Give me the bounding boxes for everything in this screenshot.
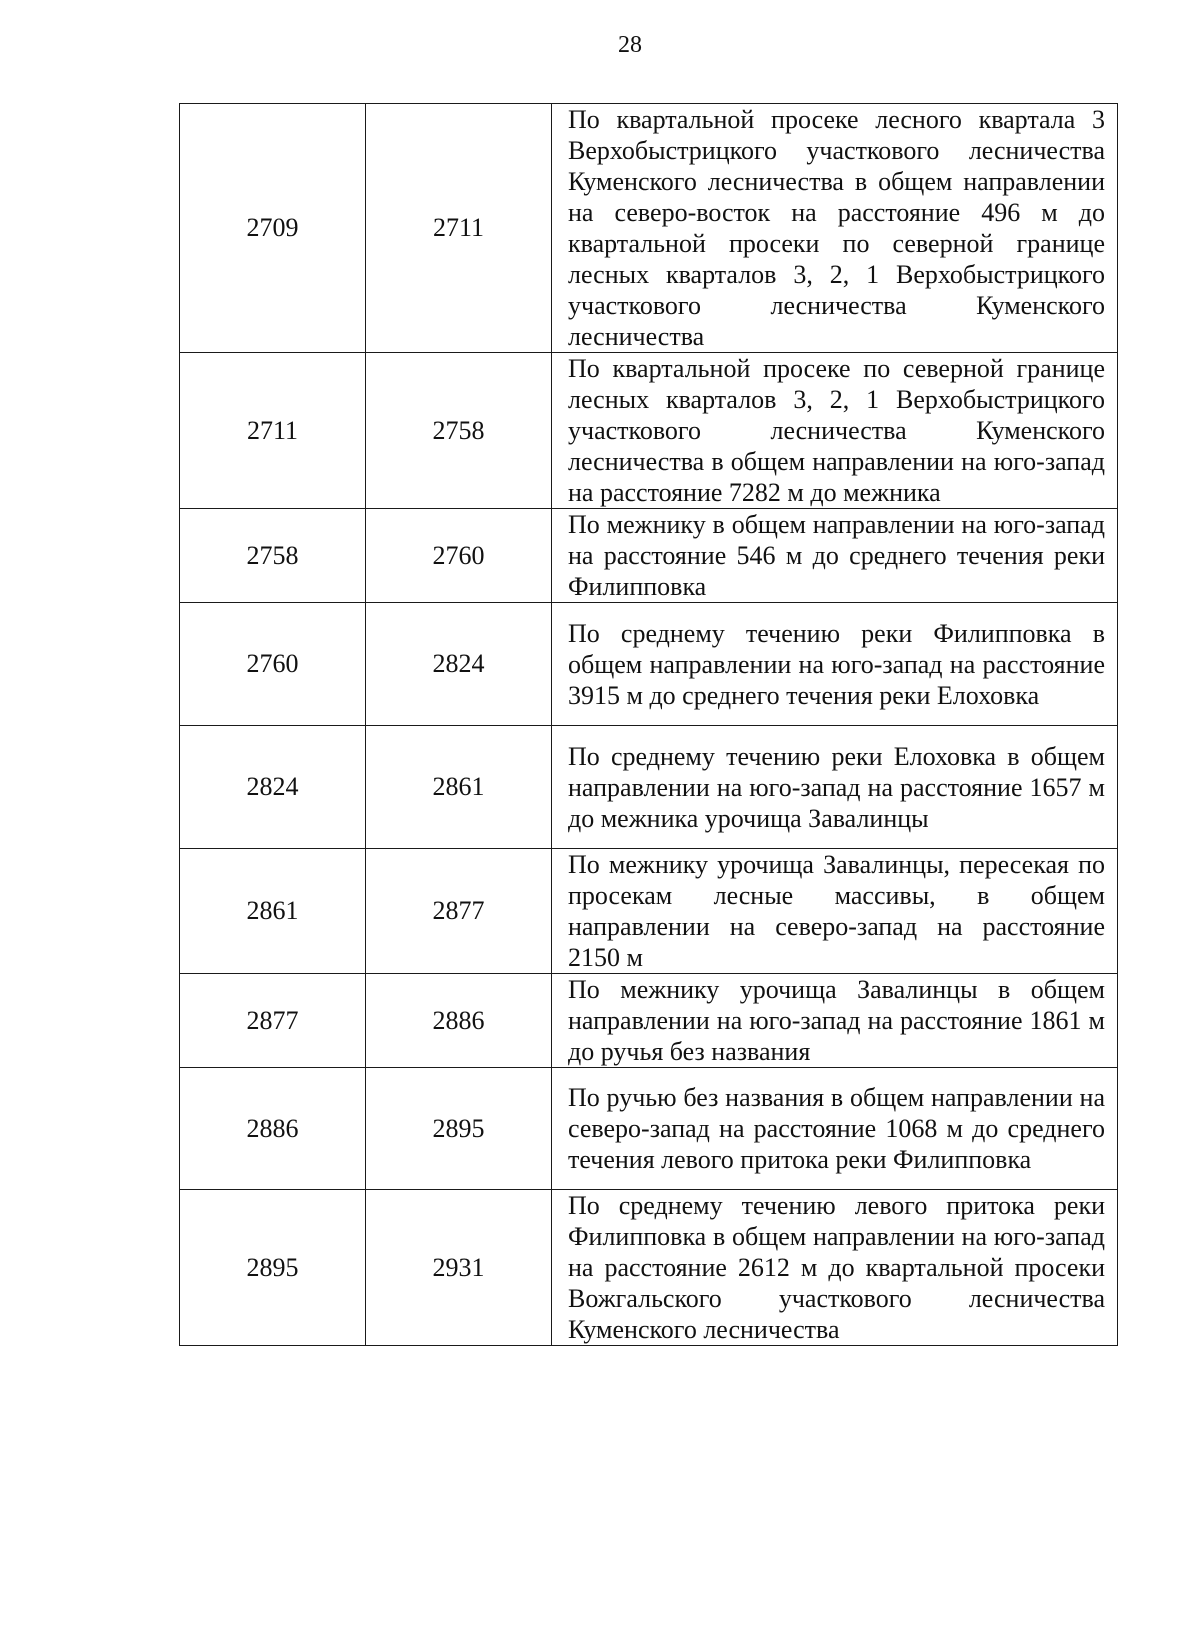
- boundary-description: По среднему течению реки Елоховка в общем направлении на юго-запад на расстояние 1657 м до межника урочища Завалинцы: [552, 726, 1118, 849]
- table-row: [180, 603, 1118, 726]
- table-row: [180, 509, 1118, 603]
- from-point: 2824: [180, 726, 366, 849]
- boundary-description: По межнику в общем направлении на юго-запад на расстояние 546 м до среднего течения реки Филипповка: [552, 509, 1118, 603]
- to-point: 2877: [366, 849, 552, 974]
- to-point: 2711: [366, 104, 552, 353]
- table-row: [180, 1068, 1118, 1190]
- table-row: [180, 353, 1118, 509]
- from-point: 2760: [180, 603, 366, 726]
- from-point: 2886: [180, 1068, 366, 1190]
- table-row: [180, 974, 1118, 1068]
- boundary-description: По межнику урочища Завалинцы, пересекая по просекам лесные массивы, в общем направлении на северо-запад на расстояние 2150 м: [552, 849, 1118, 974]
- boundary-description: По среднему течению левого притока реки Филипповка в общем направлении на юго-запад на расстояние 2612 м до квартальной просеки Вожгальского участкового лесничества Куменского лесничества: [552, 1190, 1118, 1346]
- table-row: [180, 104, 1118, 353]
- boundary-description: По квартальной просеке лесного квартала 3 Верхобыстрицкого участкового лесничества Куменского лесничества в общем направлении на северо-восток на расстояние 496 м до квартальной просеки по северной границе лесных кварталов 3, 2, 1 Верхобыстрицкого участкового лесничества Куменского лесничества: [552, 104, 1118, 353]
- from-point: 2758: [180, 509, 366, 603]
- table-row: [180, 726, 1118, 849]
- from-point: 2895: [180, 1190, 366, 1346]
- to-point: 2824: [366, 603, 552, 726]
- table-row: [180, 849, 1118, 974]
- table-row: [180, 1190, 1118, 1346]
- boundary-description: По квартальной просеке по северной границе лесных кварталов 3, 2, 1 Верхобыстрицкого участкового лесничества Куменского лесничества в общем направлении на юго-запад на расстояние 7282 м до межника: [552, 353, 1118, 509]
- to-point: 2931: [366, 1190, 552, 1346]
- to-point: 2886: [366, 974, 552, 1068]
- to-point: 2861: [366, 726, 552, 849]
- page-number: 28: [618, 32, 642, 58]
- to-point: 2895: [366, 1068, 552, 1190]
- from-point: 2861: [180, 849, 366, 974]
- boundary-table: [179, 103, 1118, 1346]
- to-point: 2760: [366, 509, 552, 603]
- boundary-description: По межнику урочища Завалинцы в общем направлении на юго-запад на расстояние 1861 м до ручья без названия: [552, 974, 1118, 1068]
- to-point: 2758: [366, 353, 552, 509]
- boundary-description: По среднему течению реки Филипповка в общем направлении на юго-запад на расстояние 3915 м до среднего течения реки Елоховка: [552, 603, 1118, 726]
- from-point: 2711: [180, 353, 366, 509]
- from-point: 2709: [180, 104, 366, 353]
- from-point: 2877: [180, 974, 366, 1068]
- boundary-description: По ручью без названия в общем направлении на северо-запад на расстояние 1068 м до среднего течения левого притока реки Филипповка: [552, 1068, 1118, 1190]
